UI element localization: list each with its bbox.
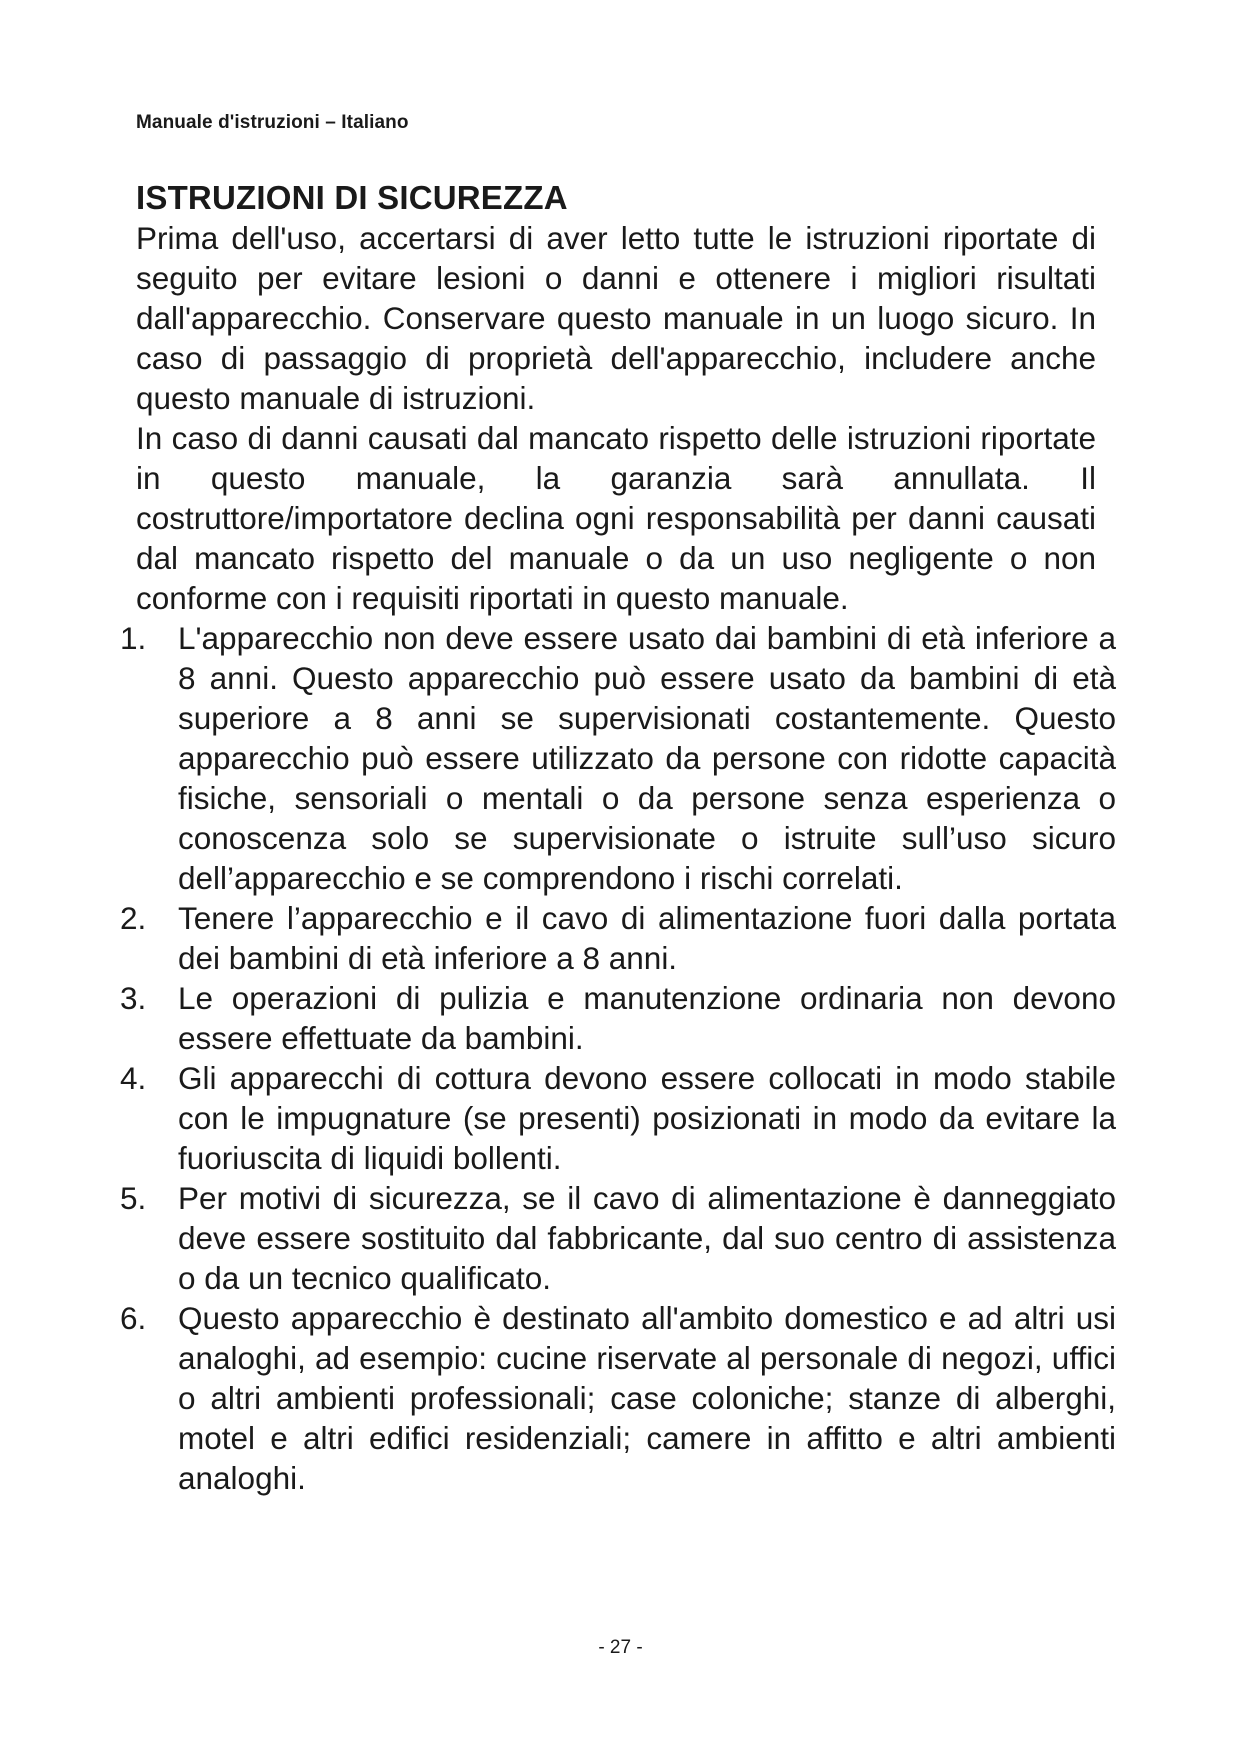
safety-rules-list bbox=[120, 618, 1116, 1498]
page-number: - 27 - bbox=[598, 1637, 643, 1658]
list-item-text: Le operazioni di pulizia e manutenzione ordinaria non devono essere effettuate da bambini. bbox=[178, 980, 1116, 1056]
safety-section bbox=[120, 178, 1116, 1498]
warranty-paragraph: In caso di danni causati dal mancato rispetto delle istruzioni riportate in questo manuale, la garanzia sarà annullata. Il costruttore/importatore declina ogni responsabilità per danni causati dal mancato rispetto del manuale o da un uso negligente o non conforme con i requisiti riportati in questo manuale. bbox=[136, 420, 1096, 616]
list-item-number: 4. bbox=[120, 1060, 147, 1096]
list-item bbox=[120, 978, 1116, 1058]
list-item bbox=[120, 618, 1116, 898]
list-item bbox=[120, 1178, 1116, 1298]
list-item-number: 1. bbox=[120, 620, 147, 656]
list-item bbox=[120, 1058, 1116, 1178]
section-title: ISTRUZIONI DI SICUREZZA bbox=[136, 179, 568, 216]
list-item-number: 3. bbox=[120, 980, 147, 1016]
intro-paragraph: Prima dell'uso, accertarsi di aver letto tutte le istruzioni riportate di seguito per evitare lesioni o danni e ottenere i migliori risultati dall'apparecchio. Conservare questo manuale in un luogo sicuro. In caso di passaggio di proprietà dell'apparecchio, includere anche questo manuale di istruzioni. bbox=[136, 220, 1096, 416]
list-item-text: Gli apparecchi di cottura devono essere collocati in modo stabile con le impugnature (se presenti) posizionati in modo da evitare la fuoriuscita di liquidi bollenti. bbox=[178, 1060, 1116, 1176]
list-item-text: L'apparecchio non deve essere usato dai bambini di età inferiore a 8 anni. Questo apparecchio può essere usato da bambini di età superiore a 8 anni se supervisionati costantemente. Questo apparecchio può essere utilizzato da persone con ridotte capacità fisiche, sensoriali o mentali o da persone senza esperienza o conoscenza solo se supervisionate o istruite sull’uso sicuro dell’apparecchio e se comprendono i rischi correlati. bbox=[178, 620, 1116, 896]
list-item-text: Tenere l’apparecchio e il cavo di alimentazione fuori dalla portata dei bambini di età inferiore a 8 anni. bbox=[178, 900, 1116, 976]
list-item bbox=[120, 1298, 1116, 1498]
list-item-number: 5. bbox=[120, 1180, 147, 1216]
list-item-text: Per motivi di sicurezza, se il cavo di alimentazione è danneggiato deve essere sostituito dal fabbricante, dal suo centro di assistenza o da un tecnico qualificato. bbox=[178, 1180, 1116, 1296]
list-item bbox=[120, 898, 1116, 978]
running-header: Manuale d'istruzioni – Italiano bbox=[136, 112, 409, 133]
list-item-number: 2. bbox=[120, 900, 147, 936]
list-item-text: Questo apparecchio è destinato all'ambito domestico e ad altri usi analoghi, ad esempio: cucine riservate al personale di negozi, uffici o altri ambienti professionali; case coloniche; stanze di alberghi, motel e altri edifici residenziali; camere in affitto e altri ambienti analoghi. bbox=[178, 1300, 1116, 1496]
list-item-number: 6. bbox=[120, 1300, 147, 1336]
